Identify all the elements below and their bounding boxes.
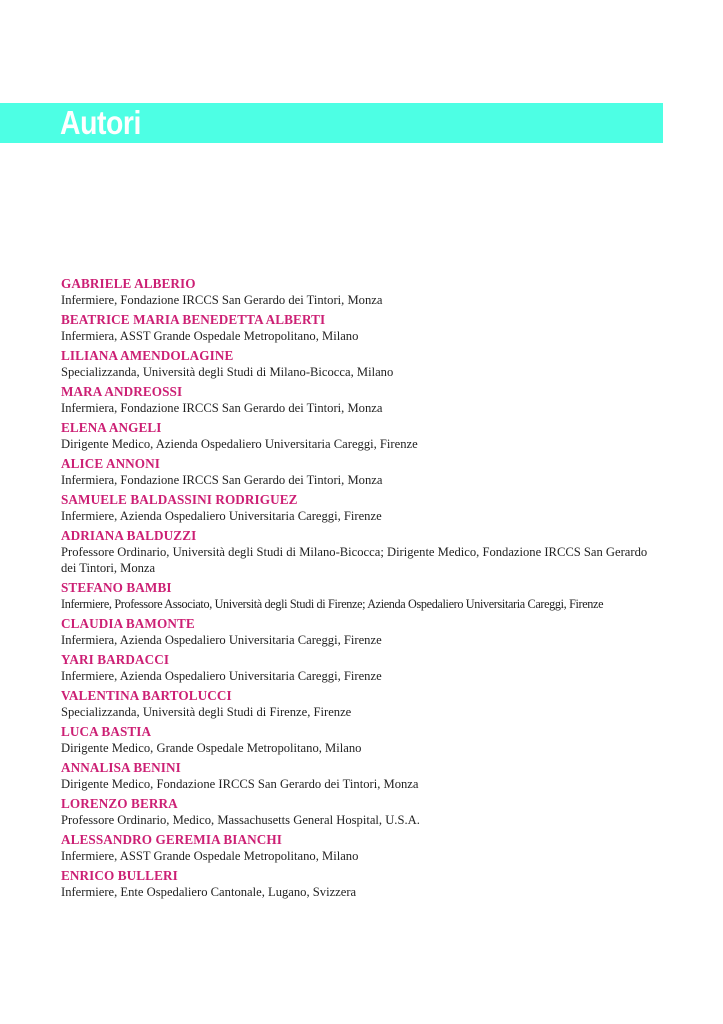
author-affiliation: Professore Ordinario, Università degli Studi di Milano-Bicocca; Dirigente Medico, Fondazione IRCCS San Gerardo dei Tintori, Monza	[61, 545, 648, 575]
author-entry	[61, 420, 661, 452]
author-affiliation: Infermiera, Fondazione IRCCS San Gerardo dei Tintori, Monza	[61, 473, 383, 487]
author-entry	[61, 528, 661, 576]
author-entry	[61, 276, 661, 308]
author-affiliation: Infermiera, Azienda Ospedaliero Universitaria Careggi, Firenze	[61, 633, 382, 647]
author-name: ALICE ANNONI	[61, 456, 161, 471]
author-entry	[61, 616, 661, 648]
author-name: GABRIELE ALBERIO	[61, 276, 196, 291]
author-entry	[61, 760, 661, 792]
author-entry	[61, 456, 661, 488]
author-affiliation: Dirigente Medico, Grande Ospedale Metropolitano, Milano	[61, 741, 362, 755]
author-entry	[61, 580, 661, 612]
author-affiliation: Specializzanda, Università degli Studi di Firenze, Firenze	[61, 705, 352, 719]
author-affiliation: Infermiere, Ente Ospedaliero Cantonale, Lugano, Svizzera	[61, 885, 357, 899]
author-affiliation: Dirigente Medico, Fondazione IRCCS San Gerardo dei Tintori, Monza	[61, 777, 419, 791]
author-affiliation: Infermiera, ASST Grande Ospedale Metropolitano, Milano	[61, 329, 359, 343]
page-title: Autori	[60, 104, 141, 141]
author-name: CLAUDIA BAMONTE	[61, 616, 195, 631]
author-affiliation: Infermiera, Fondazione IRCCS San Gerardo dei Tintori, Monza	[61, 401, 383, 415]
author-name: VALENTINA BARTOLUCCI	[61, 688, 232, 703]
author-entry	[61, 492, 661, 524]
author-name: ANNALISA BENINI	[61, 760, 181, 775]
author-name: BEATRICE MARIA BENEDETTA ALBERTI	[61, 312, 326, 327]
author-name: ADRIANA BALDUZZI	[61, 528, 197, 543]
author-entry	[61, 688, 661, 720]
author-entry	[61, 652, 661, 684]
authors-list	[61, 276, 661, 904]
author-entry	[61, 348, 661, 380]
author-name: YARI BARDACCI	[61, 652, 170, 667]
author-affiliation: Infermiere, Fondazione IRCCS San Gerardo dei Tintori, Monza	[61, 293, 383, 307]
author-name: ALESSANDRO GEREMIA BIANCHI	[61, 832, 282, 847]
author-affiliation: Infermiere, Azienda Ospedaliero Universitaria Careggi, Firenze	[61, 669, 382, 683]
author-affiliation: Infermiere, Azienda Ospedaliero Universitaria Careggi, Firenze	[61, 509, 382, 523]
author-name: ELENA ANGELI	[61, 420, 162, 435]
author-entry	[61, 796, 661, 828]
author-name: ENRICO BULLERI	[61, 868, 178, 883]
title-banner	[0, 103, 663, 143]
author-name: LILIANA AMENDOLAGINE	[61, 348, 234, 363]
author-affiliation: Specializzanda, Università degli Studi di Milano-Bicocca, Milano	[61, 365, 394, 379]
author-affiliation: Infermiere, ASST Grande Ospedale Metropolitano, Milano	[61, 849, 359, 863]
author-name: LORENZO BERRA	[61, 796, 178, 811]
author-name: MARA ANDREOSSI	[61, 384, 183, 399]
author-entry	[61, 868, 661, 900]
author-name: STEFANO BAMBI	[61, 580, 172, 595]
author-affiliation: Dirigente Medico, Azienda Ospedaliero Universitaria Careggi, Firenze	[61, 437, 418, 451]
author-affiliation: Infermiere, Professore Associato, Università degli Studi di Firenze; Azienda Ospedaliero Universitaria Careggi, Firenze	[61, 597, 604, 611]
author-entry	[61, 832, 661, 864]
author-entry	[61, 724, 661, 756]
author-affiliation: Professore Ordinario, Medico, Massachusetts General Hospital, U.S.A.	[61, 813, 420, 827]
author-entry	[61, 384, 661, 416]
author-name: LUCA BASTIA	[61, 724, 152, 739]
author-name: SAMUELE BALDASSINI RODRIGUEZ	[61, 492, 298, 507]
author-entry	[61, 312, 661, 344]
